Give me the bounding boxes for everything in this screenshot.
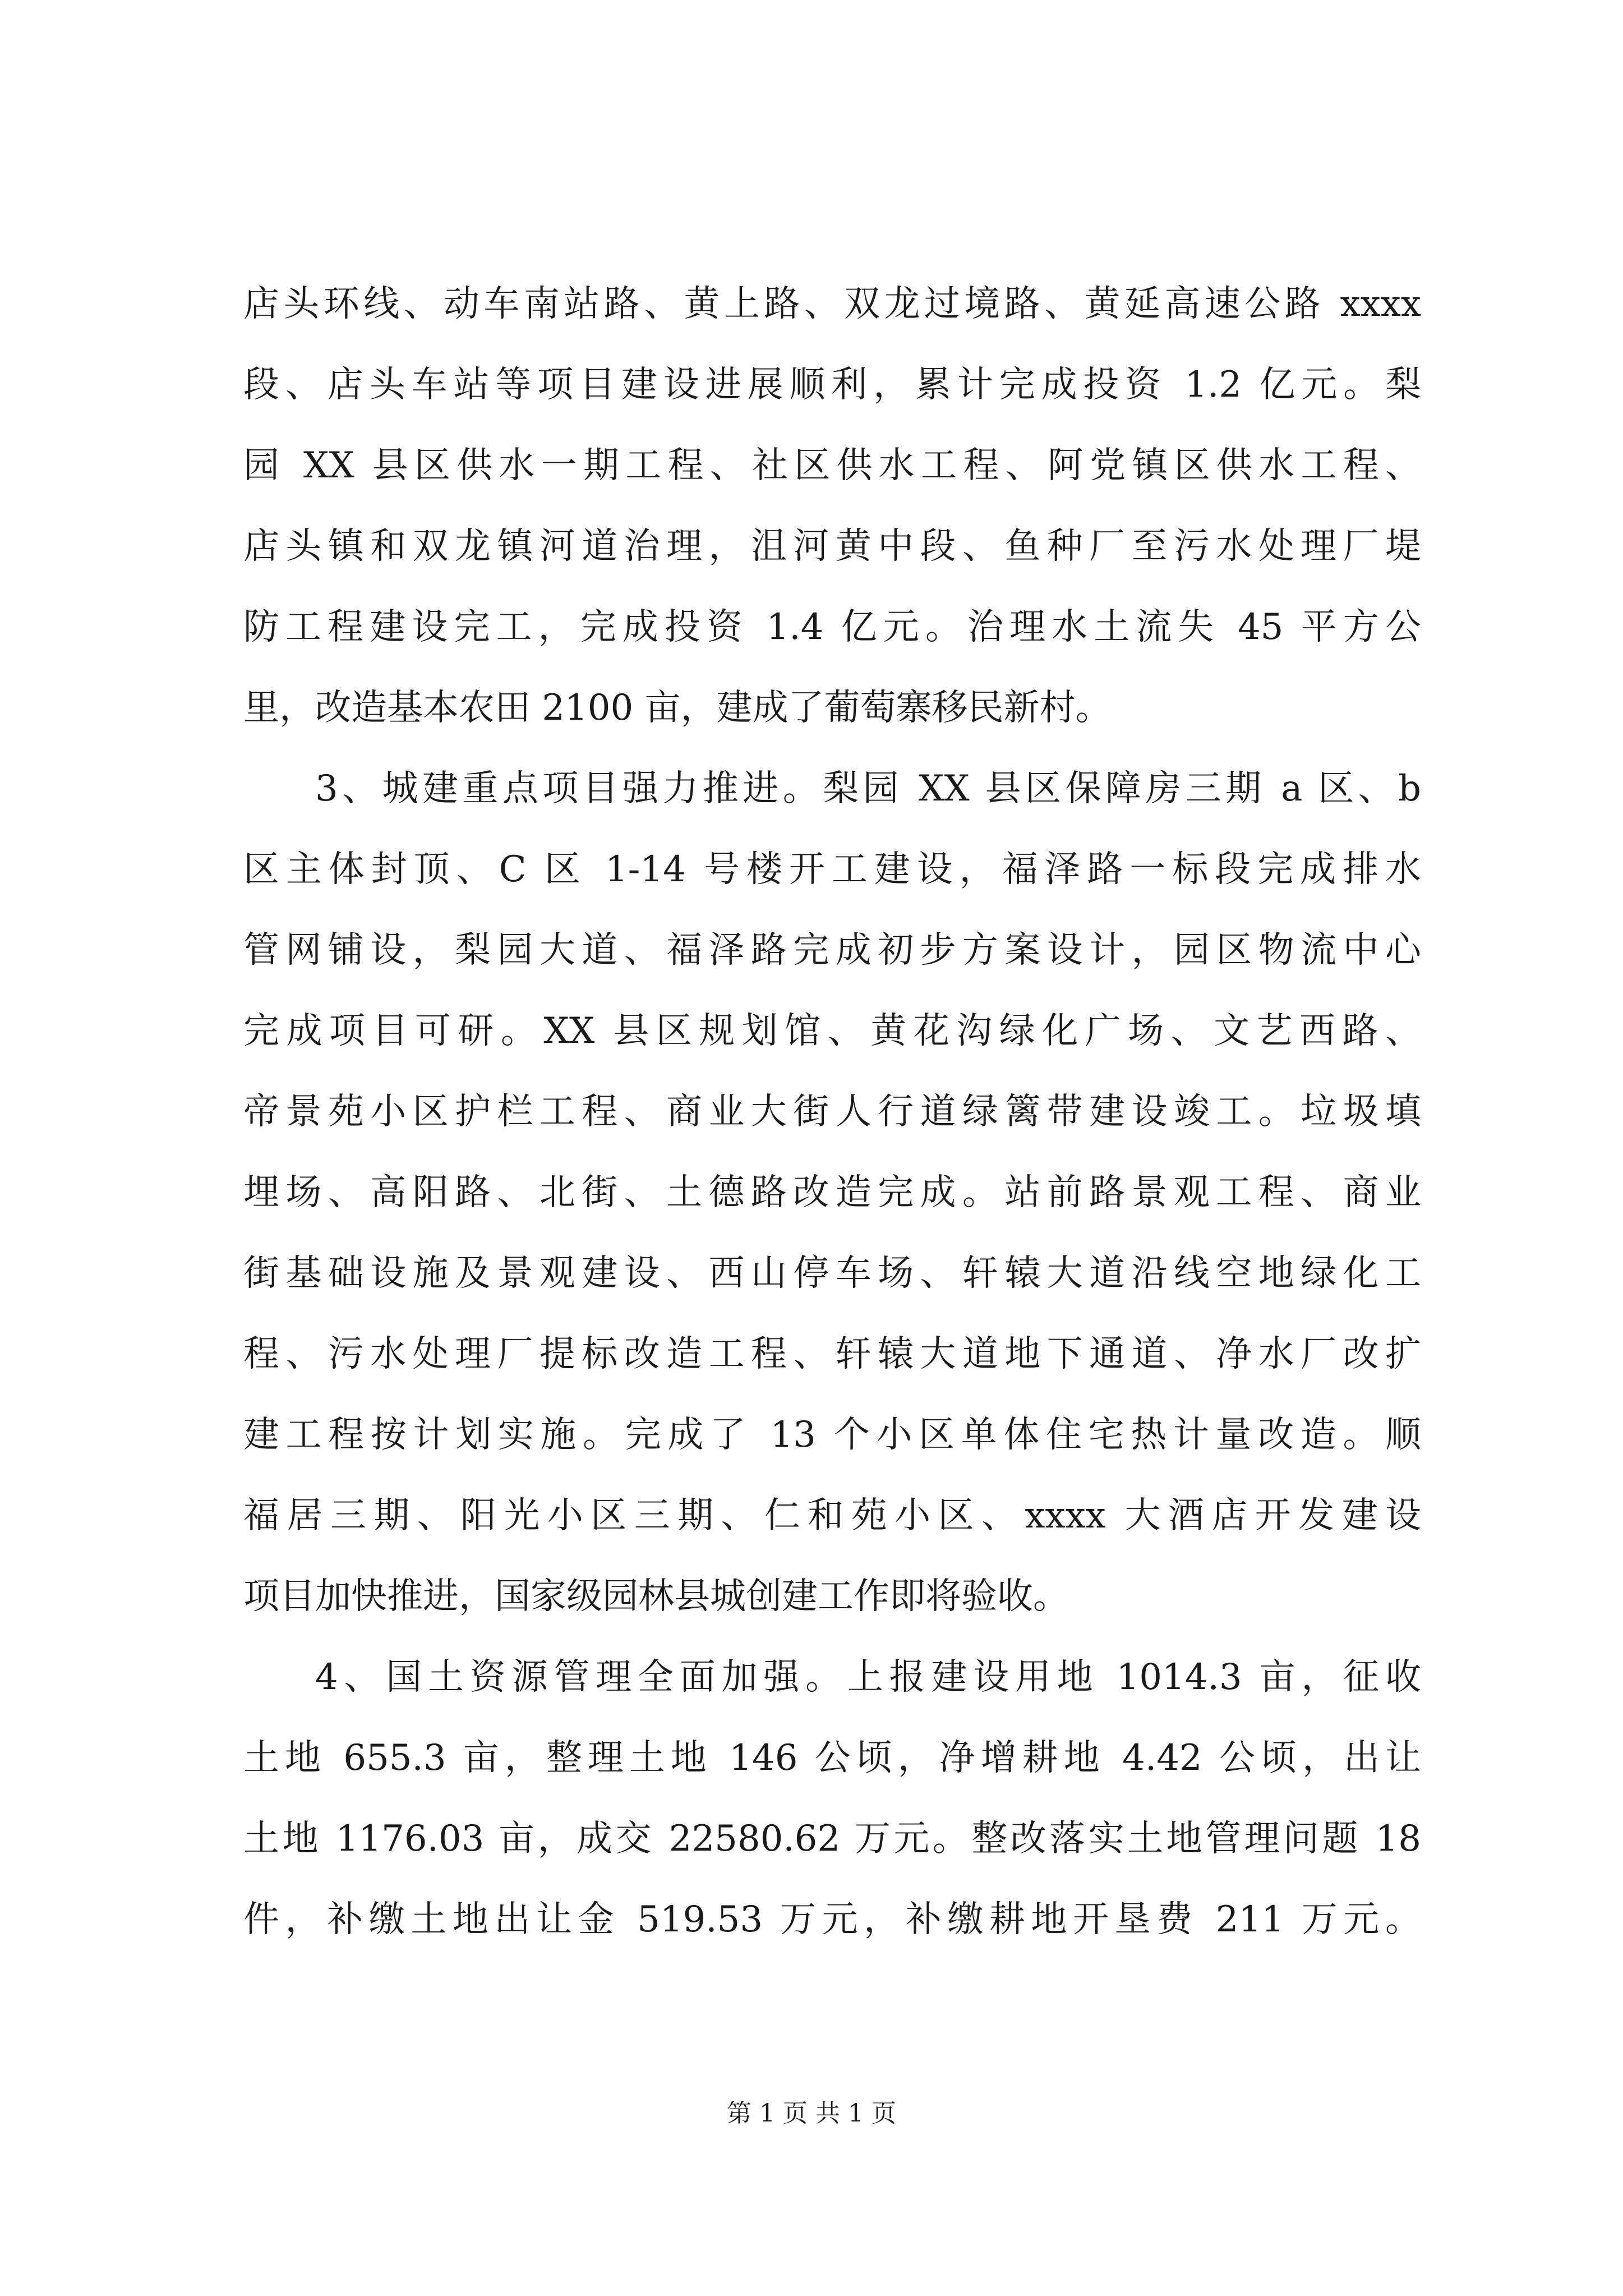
text-line: 帝景苑小区护栏工程、商业大街人行道绿篱带建设竣工。垃圾填	[243, 1091, 1421, 1133]
text-line: 埋场、高阳路、北街、土德路改造完成。站前路景观工程、商业	[243, 1172, 1421, 1213]
text-line: 区主体封顶、C 区 1-14 号楼开工建设，福泽路一标段完成排水	[243, 849, 1421, 890]
text-line: 4、国土资源管理全面加强。上报建设用地 1014.3 亩，征收	[315, 1657, 1421, 1698]
text-line: 3、城建重点项目强力推进。梨园 XX 县区保障房三期 a 区、b	[315, 768, 1421, 809]
page-number: 第 1 页 共 1 页	[727, 2099, 896, 2128]
text-line: 完成项目可研。XX 县区规划馆、黄花沟绿化广场、文艺西路、	[243, 1010, 1421, 1052]
body-text	[243, 264, 1421, 1960]
text-line: 园 XX 县区供水一期工程、社区供水工程、阿党镇区供水工程、	[243, 445, 1421, 486]
text-line: 里，改造基本农田 2100 亩，建成了葡萄寨移民新村。	[243, 687, 1112, 729]
text-line: 管网铺设，梨园大道、福泽路完成初步方案设计，园区物流中心	[243, 930, 1421, 971]
text-line: 店头环线、动车南站路、黄上路、双龙过境路、黄延高速公路 xxxx	[243, 283, 1421, 325]
text-line: 土地 1176.03 亩，成交 22580.62 万元。整改落实土地管理问题 18	[243, 1818, 1421, 1860]
paragraph-2	[243, 748, 1421, 1637]
text-line: 程、污水处理厂提标改造工程、轩辕大道地下通道、净水厂改扩	[243, 1333, 1421, 1375]
page-footer	[0, 2097, 1623, 2131]
paragraph-3	[243, 1637, 1421, 1960]
text-line: 福居三期、阳光小区三期、仁和苑小区、xxxx 大酒店开发建设	[243, 1495, 1421, 1536]
text-line: 防工程建设完工，完成投资 1.4 亿元。治理水土流失 45 平方公	[243, 606, 1421, 648]
text-line: 项目加快推进，国家级园林县城创建工作即将验收。	[243, 1576, 1069, 1617]
paragraph-1	[243, 264, 1421, 748]
text-line: 段、店头车站等项目建设进展顺利，累计完成投资 1.2 亿元。梨	[243, 364, 1421, 406]
text-line: 街基础设施及景观建设、西山停车场、轩辕大道沿线空地绿化工	[243, 1253, 1421, 1294]
text-line: 建工程按计划实施。完成了 13 个小区单体住宅热计量改造。顺	[243, 1414, 1421, 1456]
text-line: 土地 655.3 亩，整理土地 146 公顷，净增耕地 4.42 公顷，出让	[243, 1737, 1421, 1779]
text-line: 件，补缴土地出让金 519.53 万元，补缴耕地开垦费 211 万元。	[243, 1899, 1421, 1940]
text-line: 店头镇和双龙镇河道治理，沮河黄中段、鱼种厂至污水处理厂堤	[243, 526, 1421, 567]
